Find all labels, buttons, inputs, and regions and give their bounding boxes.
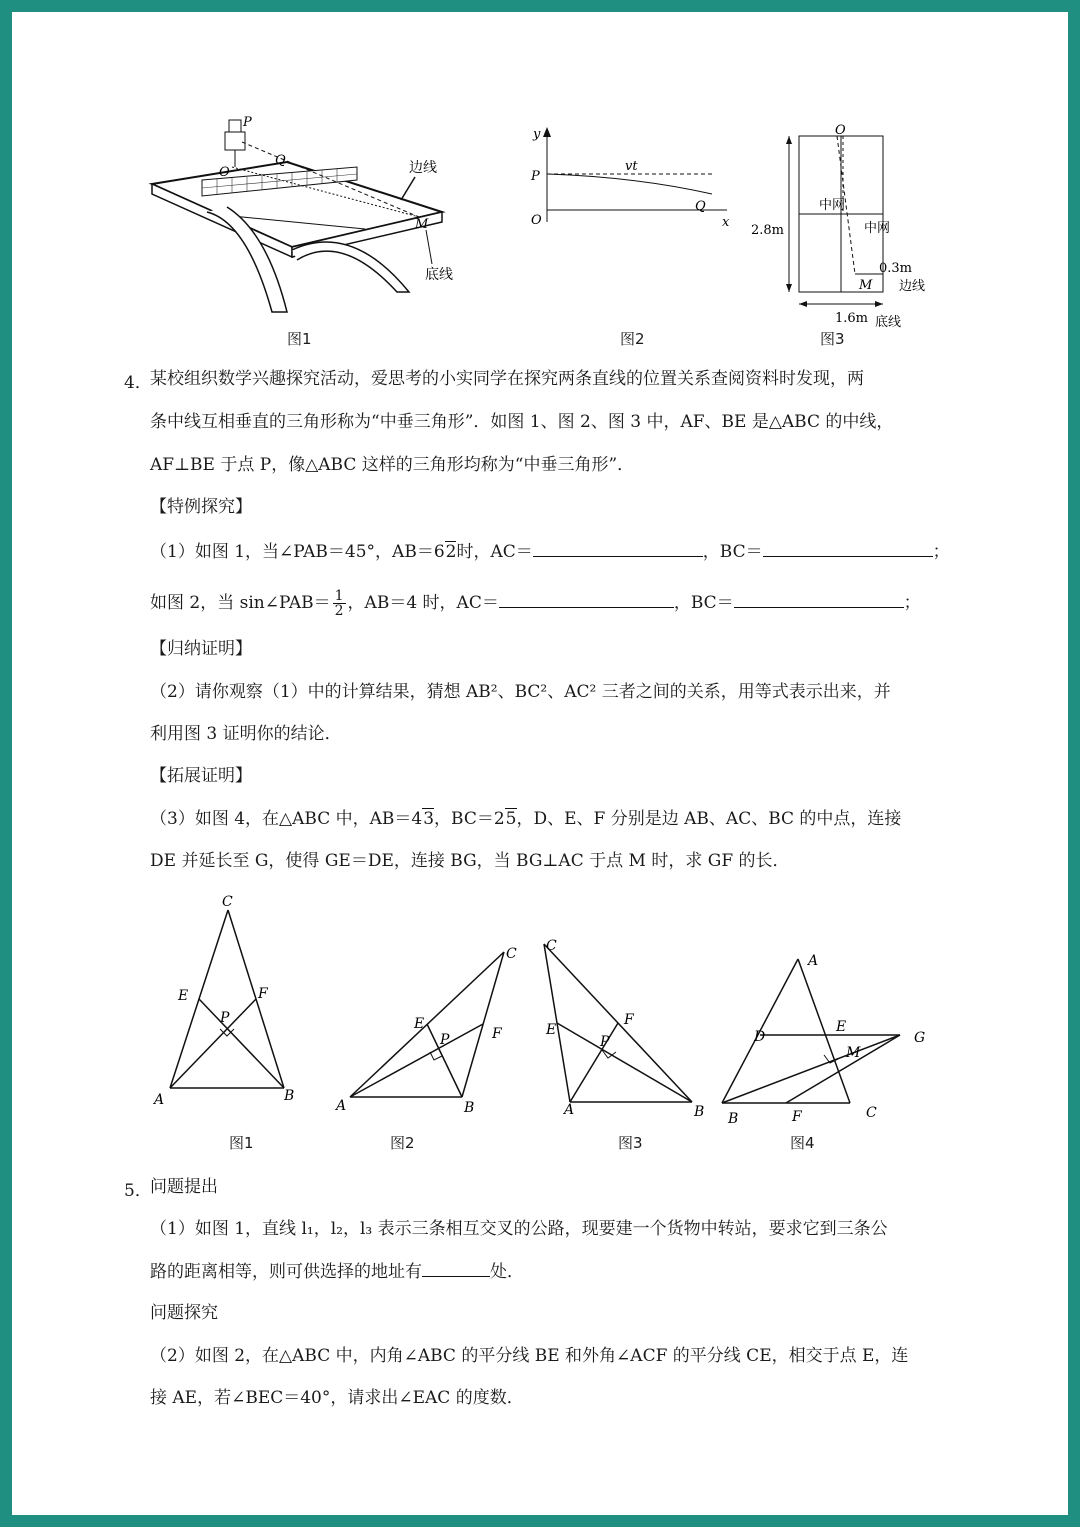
q4-figure-3 (532, 924, 722, 1120)
q5-number: 5． (124, 1181, 152, 1201)
q4-part2-line-b: 利用图 3 证明你的结论． (150, 724, 342, 744)
q4f1-label-a: A (154, 1092, 165, 1108)
figure-trajectory (517, 122, 747, 232)
q4f3-label-c: C (546, 938, 557, 954)
q4-p3a-mid: ，BC＝2 (434, 809, 505, 829)
q4-number: 4． (124, 373, 152, 393)
q4f1-label-c: C (222, 894, 233, 910)
fig2-label-vt: vt (625, 159, 638, 174)
q5-part2-line-b: 接 AE，若∠BEC＝40°，请求出∠EAC 的度数． (150, 1388, 524, 1408)
q4f2-label-p: P (440, 1032, 450, 1048)
q4-figure-1 (152, 892, 312, 1112)
q4-fig3-caption: 图3 (618, 1134, 643, 1152)
q4-p1a-mid: 时，AC＝ (456, 542, 533, 562)
fig3-caption: 图3 (820, 330, 845, 348)
q4f4-label-d: D (754, 1029, 766, 1045)
q4f2-label-b: B (464, 1100, 475, 1116)
fraction-numerator: 1 (334, 588, 344, 604)
q4-intro-3: AF⊥BE 于点 P，像△ABC 这样的三角形均称为“中垂三角形”． (150, 455, 635, 475)
fig1-label-o: O (219, 165, 230, 180)
q4f2-label-e: E (414, 1016, 425, 1032)
fig2-label-o: O (531, 213, 542, 228)
q4-section-extension: 【拓展证明】 (150, 766, 252, 786)
q4-p1b-mid: ，AB＝4 时，AC＝ (347, 593, 499, 613)
fig1-caption: 图1 (287, 330, 312, 348)
q4f1-label-f: F (258, 986, 268, 1002)
q4-section-induction: 【归纳证明】 (150, 639, 252, 659)
q4-p3a-prefix: （3）如图 4，在△ABC 中，AB＝4 (150, 809, 423, 829)
fig1-label-p: P (243, 115, 252, 130)
q4f4-label-a: A (808, 953, 819, 969)
q4-p1a-bc: ，BC＝ (702, 542, 763, 562)
q5-part1-line-b (150, 1260, 524, 1283)
q4-figure-4 (712, 937, 932, 1127)
fig3-label-baseline: 底线 (875, 315, 902, 330)
fig1-label-q: Q (275, 153, 286, 168)
fig1-label-baseline: 底线 (425, 267, 453, 283)
q4-p1b-end: ； (903, 593, 921, 613)
q4-p1a-end: ； (932, 542, 950, 562)
q4-p1a-prefix: （1）如图 1，当∠PAB＝45°，AB＝6 (150, 542, 445, 562)
q4f4-label-f: F (792, 1109, 802, 1125)
q4-fig4-caption: 图4 (790, 1134, 815, 1152)
fig2-label-x: x (722, 215, 730, 230)
q4-fig2-caption: 图2 (390, 1134, 415, 1152)
fig3-label-gap: 0.3m (879, 261, 913, 276)
fig2-label-p: P (531, 169, 540, 184)
q4f2-label-c: C (506, 946, 517, 962)
q4f2-label-a: A (336, 1098, 347, 1114)
q4-p3a-end: ，D、E、F 分别是边 AB、AC、BC 的中点，连接 (516, 809, 902, 829)
q5-answer-count[interactable] (422, 1260, 490, 1277)
q4f1-label-p: P (220, 1010, 230, 1026)
q4-intro-2: 条中线互相垂直的三角形称为“中垂三角形”．如图 1、图 2、图 3 中，AF、BE 是△ABC 的中线， (150, 412, 894, 432)
figure-table-tennis (147, 112, 467, 332)
q4f3-label-f: F (624, 1012, 634, 1028)
q4-answer-ac-1[interactable] (533, 540, 703, 557)
q4f3-label-e: E (546, 1022, 557, 1038)
q5-p1b-prefix: 路的距离相等，则可供选择的地址有 (150, 1262, 422, 1282)
q4f1-label-b: B (284, 1088, 295, 1104)
worksheet-page (12, 12, 1068, 1515)
q4-part1-line-b (150, 586, 921, 620)
q4f4-label-c: C (866, 1105, 877, 1121)
fig1-label-sideline: 边线 (409, 160, 437, 176)
q4-part1-line-a (150, 540, 950, 563)
q4f1-label-e: E (178, 988, 189, 1004)
q4f3-label-p: P (600, 1034, 610, 1050)
q4f4-label-m: M (846, 1045, 861, 1061)
q5-part1-line-a: （1）如图 1，直线 l₁，l₂，l₃ 表示三条相互交叉的公路，现要建一个货物中转站，要求它到三条公 (150, 1219, 888, 1239)
fig3-label-m: M (859, 278, 873, 293)
q5-section-explore: 问题探究 (150, 1303, 218, 1323)
fig2-label-q: Q (695, 199, 706, 214)
q5-p1b-end: 处． (490, 1262, 524, 1282)
q4-figure-2 (322, 932, 522, 1116)
fig3-label-width: 1.6m (835, 311, 869, 326)
fig2-label-y: y (533, 127, 541, 142)
q4f4-label-b: B (728, 1111, 739, 1127)
q4-section-special: 【特例探究】 (150, 497, 252, 517)
q4-answer-bc-2[interactable] (734, 591, 904, 608)
fig3-label-net2: 中网 (864, 221, 891, 236)
figure-table-top (747, 124, 947, 334)
fig1-label-m: M (415, 217, 429, 232)
q5-part2-line-a: （2）如图 2，在△ABC 中，内角∠ABC 的平分线 BE 和外角∠ACF 的平分线 CE，相交于点 E，连 (150, 1346, 909, 1366)
q4f3-label-a: A (564, 1102, 575, 1118)
q4f4-label-e: E (836, 1019, 847, 1035)
q4-answer-ac-2[interactable] (499, 591, 674, 608)
q4-part3-line-a (150, 808, 901, 830)
fig3-label-sideline: 边线 (899, 279, 926, 294)
q5-section-problem: 问题提出 (150, 1177, 218, 1197)
q4f4-label-g: G (914, 1030, 926, 1046)
q4f2-label-f: F (492, 1026, 502, 1042)
q4-fig1-caption: 图1 (229, 1134, 254, 1152)
q4-p1a-radicand: 2 (445, 542, 457, 562)
q4f3-label-b: B (694, 1104, 705, 1120)
q4-answer-bc-1[interactable] (763, 540, 933, 557)
q4-p3a-radicand-1: 3 (423, 809, 435, 829)
fig3-label-net1: 中网 (819, 198, 846, 213)
q4-p1b-bc: ，BC＝ (673, 593, 734, 613)
q4-p1b-prefix: 如图 2，当 sin∠PAB＝ (150, 593, 331, 613)
fraction-denominator: 2 (334, 603, 344, 619)
q4-intro-1: 某校组织数学兴趣探究活动，爱思考的小实同学在探究两条直线的位置关系查阅资料时发现，两 (150, 369, 864, 389)
q4-part2-line-a: （2）请你观察（1）中的计算结果，猜想 AB²、BC²、AC² 三者之间的关系，用等式表示出来，并 (150, 682, 891, 702)
q4-part3-line-b: DE 并延长至 G，使得 GE＝DE，连接 BG，当 BG⊥AC 于点 M 时，求 GF 的长． (150, 851, 790, 871)
fig3-label-o: O (835, 123, 846, 138)
fig3-label-length: 2.8m (751, 223, 785, 238)
fraction-one-half (333, 589, 346, 618)
q4-p3a-radicand-2: 5 (505, 809, 517, 829)
fig2-caption: 图2 (620, 330, 645, 348)
